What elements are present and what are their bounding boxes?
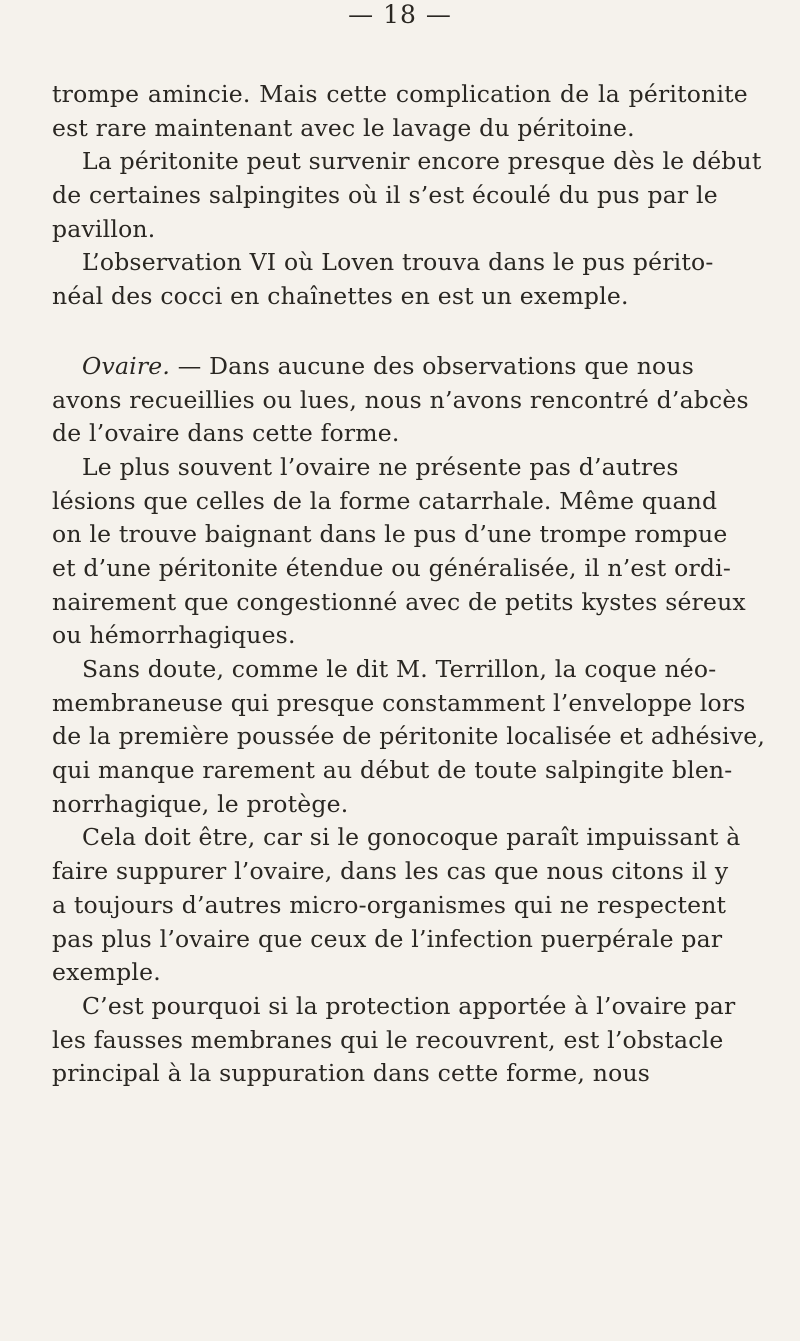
text-line: membraneuse qui presque constamment l’enveloppe lors xyxy=(52,688,746,717)
text-line: les fausses membranes qui le recouvrent, est l’obstacle xyxy=(52,1025,724,1054)
text-line: pas plus l’ovaire que ceux de l’infection puerpérale par xyxy=(52,924,723,953)
text-line: principal à la suppuration dans cette forme, nous xyxy=(52,1059,651,1088)
section-gap xyxy=(52,314,770,350)
text-line: qui manque rarement au début de toute salpingite blen- xyxy=(52,756,733,785)
text-line: trompe amincie. Mais cette complication de la péritonite xyxy=(52,80,748,108)
paragraph xyxy=(52,78,770,145)
text-line: et d’une péritonite étendue ou généralisée, il n’est ordi- xyxy=(52,553,731,582)
text-line: norrhagique, le protège. xyxy=(52,789,349,818)
paragraph xyxy=(52,145,770,246)
text-line: a toujours d’autres micro-organismes qui ne respectent xyxy=(52,890,727,919)
text-line: néal des cocci en chaînettes en est un exemple. xyxy=(52,282,629,311)
text-line: Le plus souvent l’ovaire ne présente pas d’autres xyxy=(82,452,679,481)
text-line: faire suppurer l’ovaire, dans les cas que nous citons il y xyxy=(52,857,729,886)
text-line: de certaines salpingites où il s’est écoulé du pus par le xyxy=(52,181,718,210)
text-line: est rare maintenant avec le lavage du péritoine. xyxy=(52,113,635,142)
paragraph xyxy=(52,990,770,1091)
text-line: C’est pourquoi si la protection apportée à l’ovaire par xyxy=(82,991,736,1020)
text-line: ou hémorrhagiques. xyxy=(52,621,296,650)
text-line: lésions que celles de la forme catarrhale. Même quand xyxy=(52,486,718,515)
text-line: de la première poussée de péritonite localisée et adhésive, xyxy=(52,722,765,751)
text-line: L’observation VI où Loven trouva dans le pus périto- xyxy=(82,248,714,277)
text-line: pavillon. xyxy=(52,214,156,243)
text-line: nairement que congestionné avec de petits kystes séreux xyxy=(52,587,746,616)
text-line: avons recueillies ou lues, nous n’avons rencontré d’abcès xyxy=(52,385,749,414)
section-heading: Ovaire. xyxy=(82,351,171,380)
paragraph xyxy=(52,350,770,451)
text-line: — Dans aucune des observations que nous xyxy=(170,351,694,380)
paragraph xyxy=(52,246,770,313)
text-line: exemple. xyxy=(52,958,161,987)
text-line: de l’ovaire dans cette forme. xyxy=(52,419,400,448)
text-line: Sans doute, comme le dit M. Terrillon, la coque néo- xyxy=(82,655,717,683)
paragraph xyxy=(52,653,770,821)
text-line: on le trouve baignant dans le pus d’une trompe rompue xyxy=(52,520,728,549)
page-text xyxy=(52,78,770,1091)
text-line: La péritonite peut survenir encore presque dès le début xyxy=(82,147,762,176)
paragraph xyxy=(52,451,770,653)
page-number: — 18 — xyxy=(348,0,452,29)
paragraph xyxy=(52,821,770,989)
text-line: Cela doit être, car si le gonocoque paraît impuissant à xyxy=(82,823,741,852)
